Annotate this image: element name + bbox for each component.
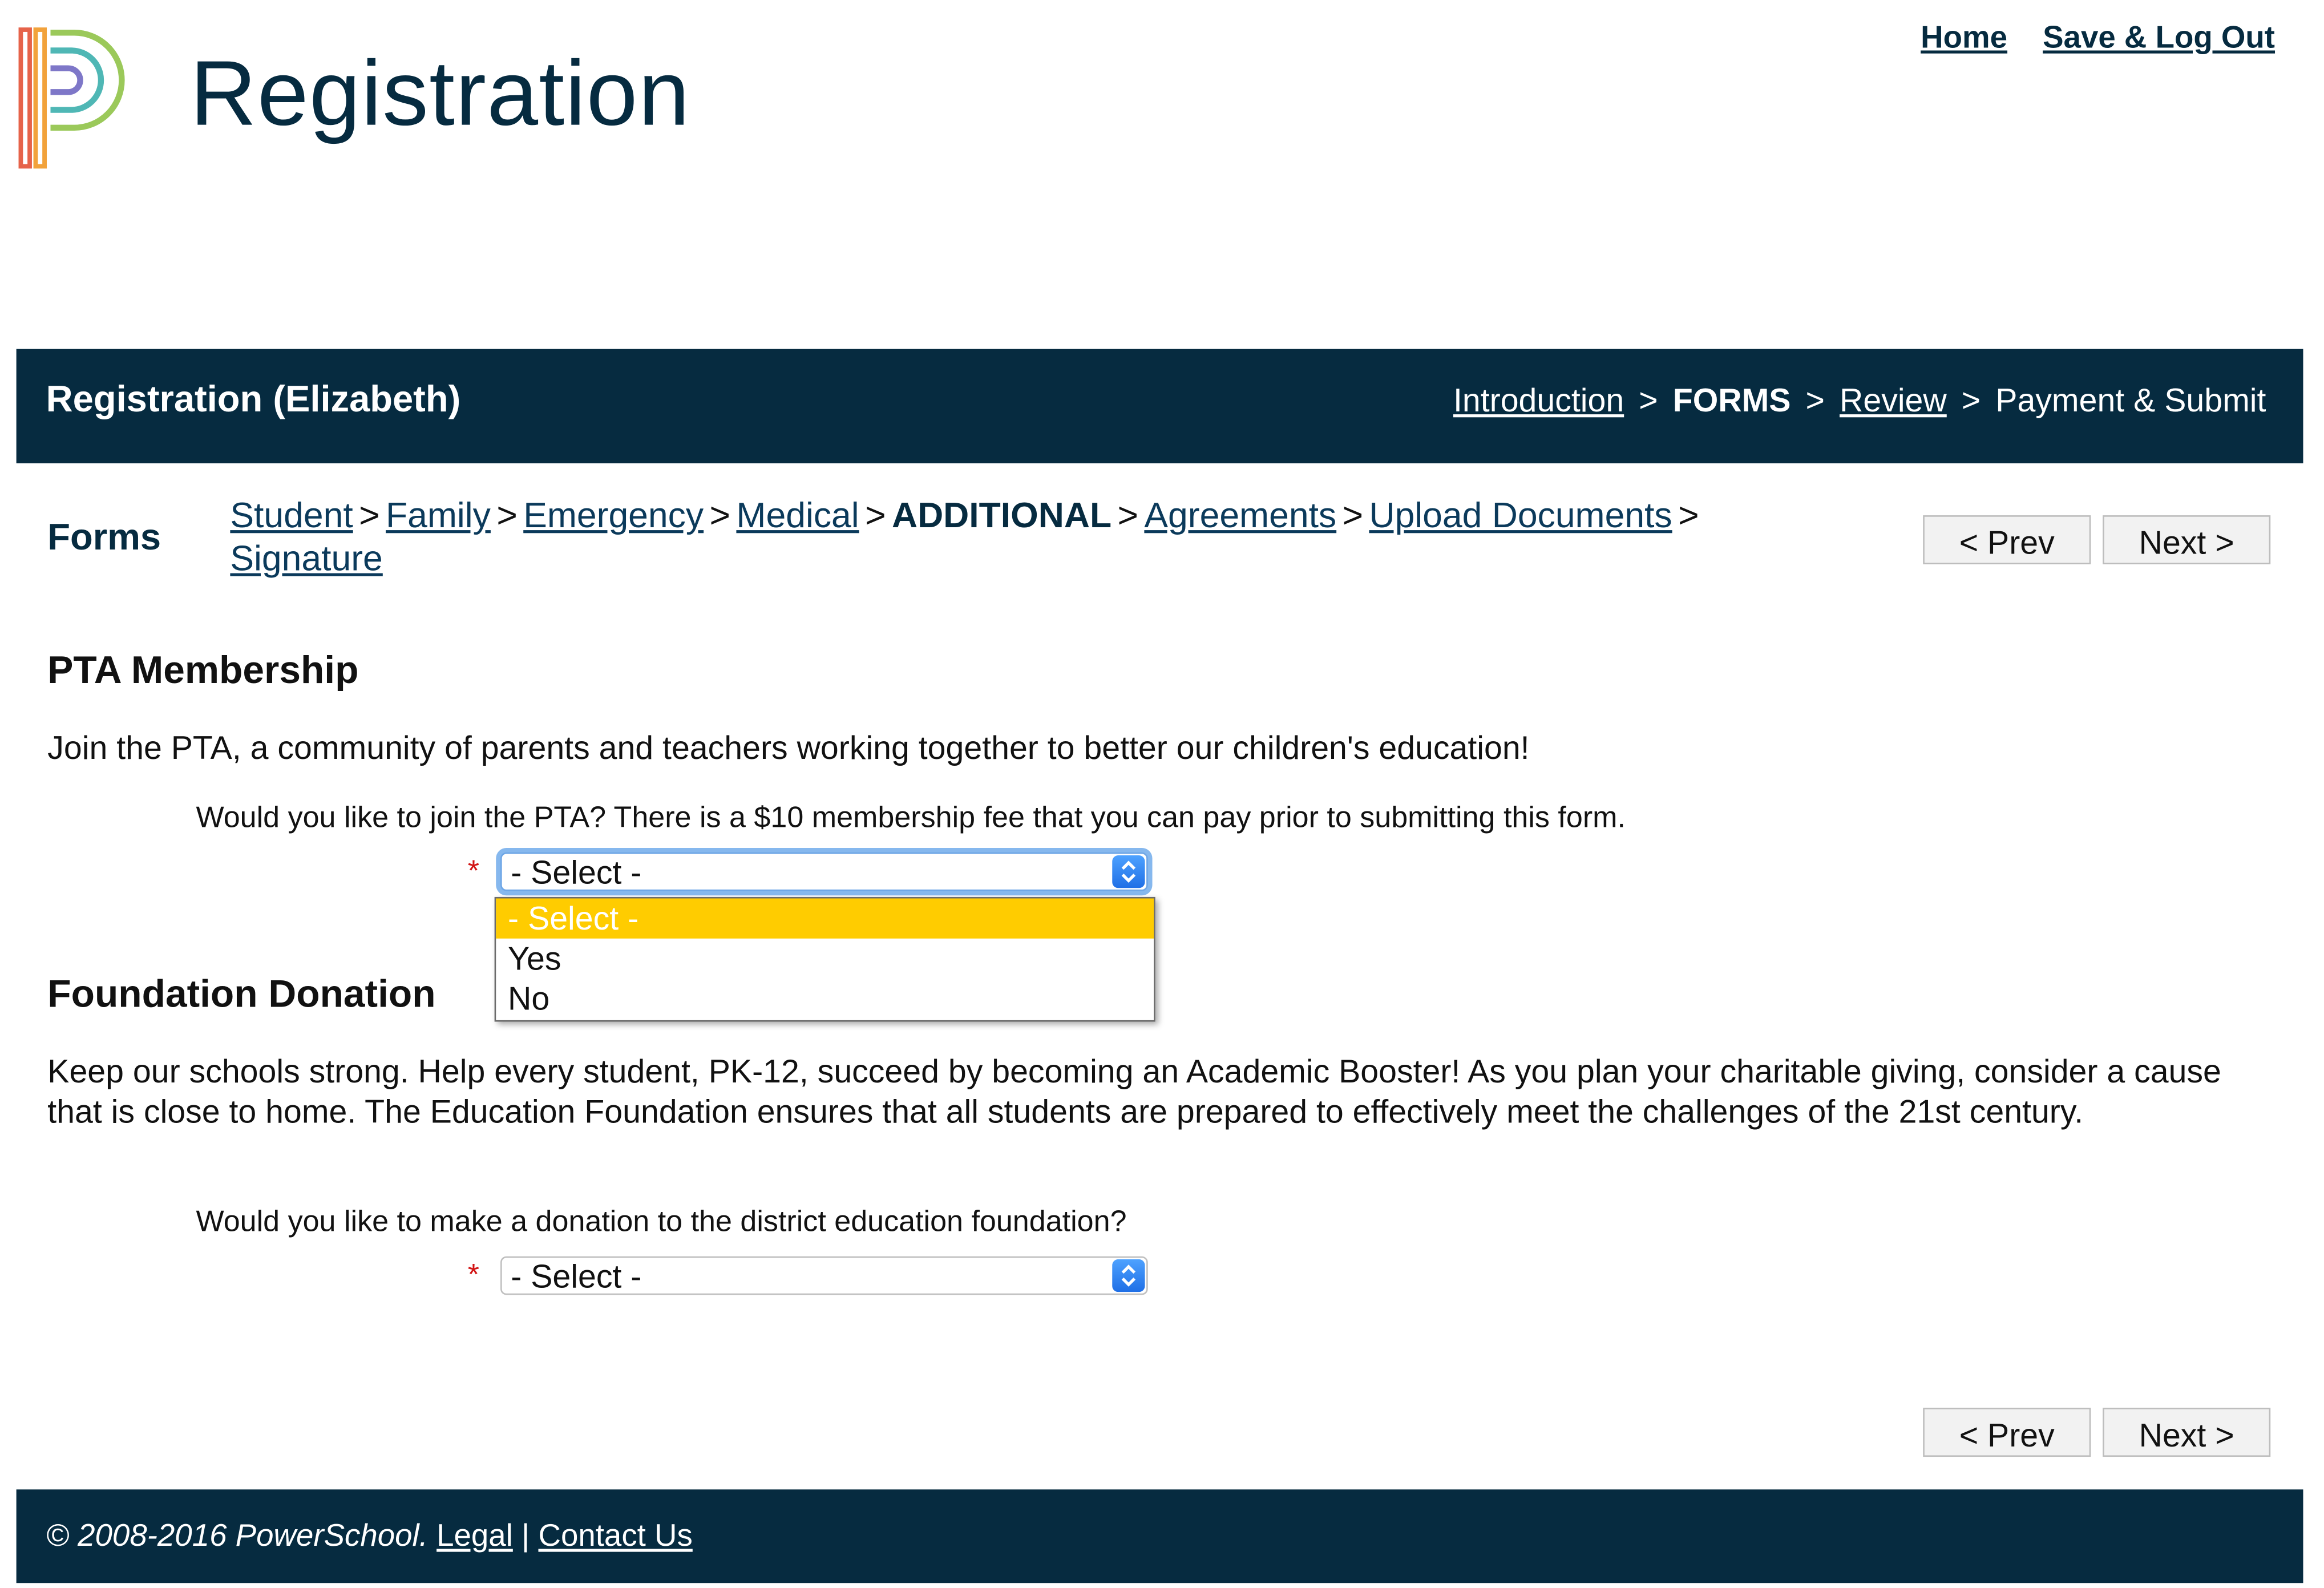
- updown-chevron-icon: [1112, 1259, 1145, 1292]
- step-forms: FORMS: [1672, 381, 1791, 419]
- step-review[interactable]: Review: [1840, 381, 1947, 419]
- forms-breadcrumb: [230, 495, 1834, 581]
- app-title: Registration: [190, 43, 690, 146]
- foundation-required-mark: *: [467, 1259, 480, 1292]
- pta-options-dropdown: [495, 897, 1155, 1022]
- option-no[interactable]: No: [508, 980, 550, 1017]
- form-separator: >: [865, 496, 886, 536]
- step-breadcrumb: [1453, 382, 2266, 421]
- pta-description: Join the PTA, a community of parents and teachers working together to better our children's education!: [47, 729, 1530, 766]
- next-button-bottom[interactable]: Next >: [2103, 1408, 2270, 1457]
- form-signature-link[interactable]: Signature: [230, 539, 383, 579]
- step-separator: >: [1805, 381, 1825, 419]
- step-separator: >: [1639, 381, 1658, 419]
- form-emergency-link[interactable]: Emergency: [523, 496, 704, 536]
- copyright: © 2008-2016 PowerSchool.: [46, 1519, 428, 1554]
- pta-select[interactable]: [500, 852, 1148, 891]
- form-separator: >: [709, 496, 731, 536]
- option-yes[interactable]: Yes: [508, 940, 561, 977]
- pta-question: Would you like to join the PTA? There is a $10 membership fee that you can pay prior to submitting this form.: [196, 802, 1626, 835]
- powerschool-logo-icon: [15, 21, 134, 172]
- form-additional-current: ADDITIONAL: [891, 496, 1112, 536]
- foundation-description: Keep our schools strong. Help every student, PK-12, succeed by becoming an Academic Booster! As you plan your charitable giving, consider a cause that is close to home. The Education Foundation ensures that all students are prepared to effectively meet the challenges of the 21st century.: [47, 1053, 2221, 1130]
- form-separator: >: [1342, 496, 1364, 536]
- top-links: [1894, 21, 2275, 56]
- foundation-select-value: - Select -: [511, 1258, 642, 1295]
- next-button-top[interactable]: Next >: [2103, 515, 2270, 564]
- form-separator: >: [1678, 496, 1699, 536]
- form-separator: >: [1117, 496, 1138, 536]
- save-logout-link[interactable]: Save & Log Out: [2043, 21, 2276, 55]
- option-select[interactable]: - Select -: [496, 899, 1154, 939]
- forms-label: Forms: [47, 516, 161, 559]
- banner-title: Registration (Elizabeth): [46, 378, 461, 421]
- pta-heading: PTA Membership: [47, 647, 359, 692]
- pta-required-mark: *: [467, 855, 480, 888]
- form-medical-link[interactable]: Medical: [736, 496, 859, 536]
- footer: [17, 1489, 2303, 1583]
- form-family-link[interactable]: Family: [385, 496, 491, 536]
- foundation-select[interactable]: [500, 1256, 1148, 1295]
- form-upload-documents-link[interactable]: Upload Documents: [1369, 496, 1672, 536]
- foundation-heading: Foundation Donation: [47, 971, 436, 1016]
- form-separator: >: [359, 496, 380, 536]
- footer-divider: |: [522, 1519, 530, 1554]
- form-student-link[interactable]: Student: [230, 496, 353, 536]
- form-separator: >: [496, 496, 518, 536]
- footer-text: [46, 1519, 693, 1554]
- prev-button-top[interactable]: < Prev: [1923, 515, 2091, 564]
- updown-chevron-icon: [1112, 855, 1145, 888]
- foundation-question: Would you like to make a donation to the district education foundation?: [196, 1206, 1127, 1239]
- registration-banner: [17, 349, 2303, 463]
- contact-us-link[interactable]: Contact Us: [538, 1519, 693, 1554]
- step-payment-submit: Payment & Submit: [1995, 381, 2266, 419]
- step-introduction[interactable]: Introduction: [1453, 381, 1624, 419]
- pta-select-value: - Select -: [511, 854, 642, 891]
- prev-button-bottom[interactable]: < Prev: [1923, 1408, 2091, 1457]
- legal-link[interactable]: Legal: [436, 1519, 513, 1554]
- form-agreements-link[interactable]: Agreements: [1144, 496, 1337, 536]
- step-separator: >: [1961, 381, 1981, 419]
- home-link[interactable]: Home: [1921, 21, 2008, 55]
